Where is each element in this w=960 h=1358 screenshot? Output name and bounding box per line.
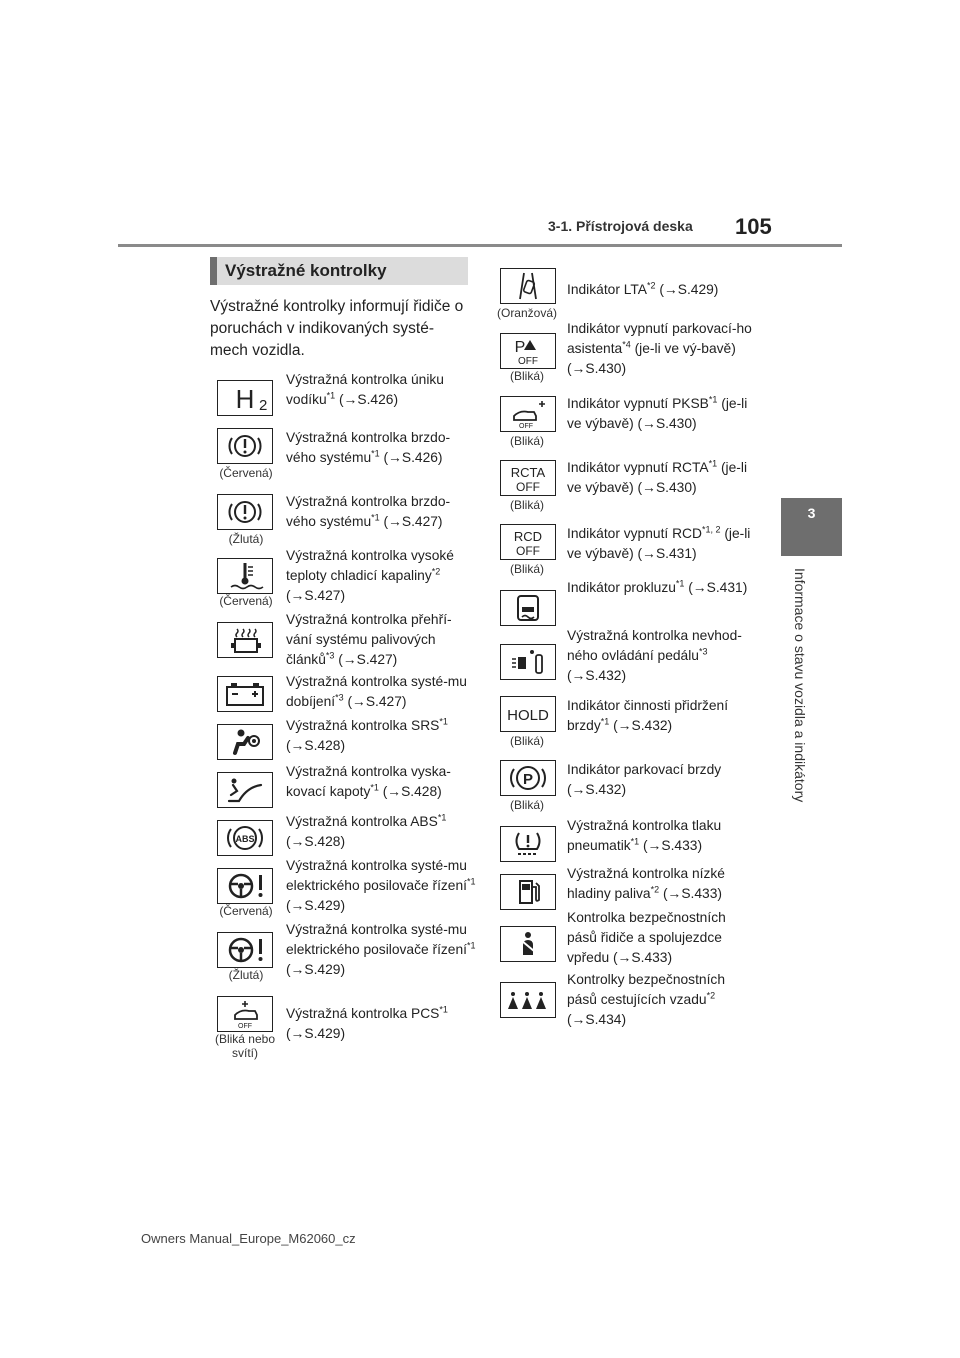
icon-caption: (Oranžová) xyxy=(496,306,558,320)
section-intro: Výstražné kontrolky informují řidiče o poruchách v indikovaných systé-mech vozidla. xyxy=(210,298,464,359)
header-rule xyxy=(118,244,842,247)
power-steering-icon xyxy=(217,932,273,968)
chapter-tab xyxy=(781,498,842,556)
svg-text:ABS: ABS xyxy=(235,834,255,844)
svg-text:P: P xyxy=(522,771,534,788)
seatbelt-rear-icon xyxy=(500,982,556,1018)
battery-icon xyxy=(217,676,273,712)
pedal-misoperation-icon xyxy=(500,644,556,680)
svg-text:P: P xyxy=(514,339,526,356)
seatbelt-front-icon xyxy=(500,926,556,962)
fuel-cell-overheat-icon xyxy=(217,622,273,658)
coolant-temperature-icon xyxy=(217,558,273,594)
icon-caption: (Bliká) xyxy=(509,734,544,748)
icon-caption: (Žlutá) xyxy=(228,968,264,982)
icon-caption: (Červená) xyxy=(219,904,273,918)
icon-caption: (Bliká) xyxy=(509,798,544,812)
pcs-off-icon xyxy=(217,996,273,1032)
svg-text:OFF: OFF xyxy=(518,356,538,366)
icon-caption: (Bliká) xyxy=(509,498,544,512)
svg-text:RCD: RCD xyxy=(513,529,543,544)
svg-text:HOLD: HOLD xyxy=(507,707,549,724)
pksb-off-icon xyxy=(500,396,556,432)
abs-icon xyxy=(217,820,273,856)
h2-icon xyxy=(217,380,273,416)
low-fuel-icon xyxy=(500,874,556,910)
rcd-off-icon xyxy=(500,524,556,560)
svg-text:OFF: OFF xyxy=(516,544,540,557)
section-title: Výstražné kontrolky xyxy=(210,257,468,285)
lta-icon xyxy=(500,268,556,304)
parking-brake-icon xyxy=(500,760,556,796)
tire-pressure-icon xyxy=(500,826,556,862)
svg-text:2: 2 xyxy=(259,397,268,413)
svg-text:OFF: OFF xyxy=(519,423,533,429)
parking-assist-off-icon xyxy=(500,333,556,369)
icon-caption: (Bliká) xyxy=(509,369,544,383)
icon-caption: (Žlutá) xyxy=(228,532,264,546)
chapter-number: 3 xyxy=(807,505,816,521)
rcta-off-icon xyxy=(500,460,556,496)
power-steering-icon xyxy=(217,868,273,904)
icon-caption: (Červená) xyxy=(219,594,273,608)
chapter-title: Informace o stavu vozidla a indikátory xyxy=(792,568,808,803)
svg-text:OFF: OFF xyxy=(238,1023,252,1029)
icon-caption: (Bliká nebo svítí) xyxy=(214,1032,276,1060)
svg-text:RCTA: RCTA xyxy=(510,465,546,480)
section-header-title: 3-1. Přístrojová deska xyxy=(548,218,693,234)
icon-caption: (Bliká) xyxy=(509,562,544,576)
page-number: 105 xyxy=(735,214,772,239)
pop-up-hood-icon xyxy=(217,772,273,808)
svg-text:H: H xyxy=(235,384,255,413)
hold-icon xyxy=(500,696,556,732)
brake-warning-icon xyxy=(217,494,273,530)
slip-indicator-icon xyxy=(500,590,556,626)
icon-caption: (Bliká) xyxy=(509,434,544,448)
srs-airbag-icon xyxy=(217,724,273,760)
svg-text:OFF: OFF xyxy=(516,480,540,493)
brake-warning-icon xyxy=(217,428,273,464)
footer-text: Owners Manual_Europe_M62060_cz xyxy=(141,1231,356,1246)
icon-caption: (Červená) xyxy=(219,466,273,480)
